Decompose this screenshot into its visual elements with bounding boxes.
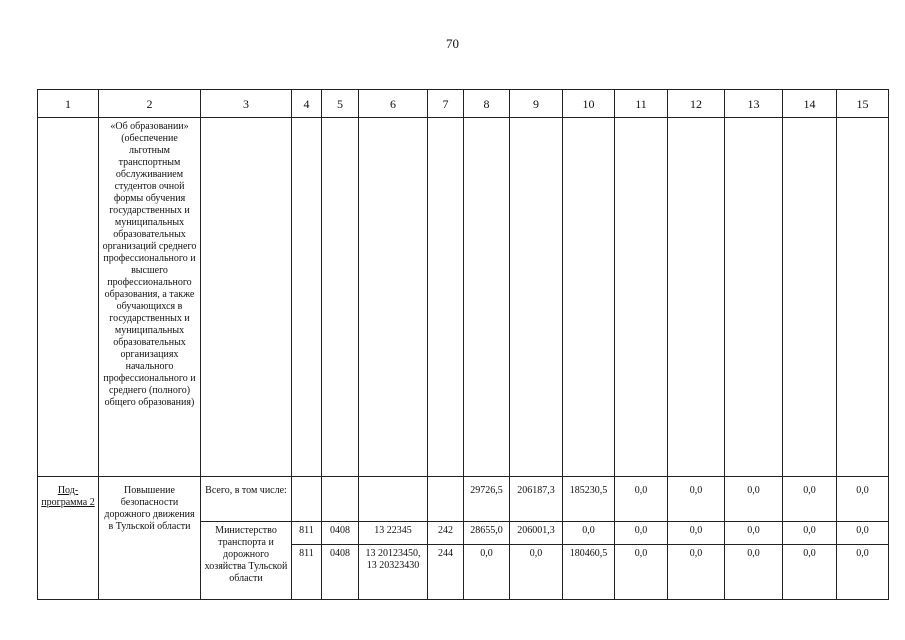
- code-cell: 244: [428, 545, 464, 600]
- empty-cell: [292, 477, 322, 522]
- value-cell: 0,0: [615, 545, 668, 600]
- total-label: Всего, в том числе:: [201, 477, 292, 522]
- header-cell: 3: [201, 90, 292, 118]
- empty-cell: [428, 477, 464, 522]
- header-cell: 13: [725, 90, 783, 118]
- total-value: 206187,3: [510, 477, 563, 522]
- value-cell: 0,0: [615, 522, 668, 545]
- header-cell: 11: [615, 90, 668, 118]
- total-value: 0,0: [783, 477, 837, 522]
- header-cell: 6: [359, 90, 428, 118]
- empty-cell: [510, 118, 563, 477]
- empty-cell: [668, 118, 725, 477]
- empty-cell: [292, 118, 322, 477]
- empty-cell: [837, 118, 889, 477]
- subprogram-label-text: Под-программа 2: [41, 485, 95, 508]
- empty-cell: [563, 118, 615, 477]
- empty-cell: [201, 118, 292, 477]
- header-cell: 15: [837, 90, 889, 118]
- code-cell: 242: [428, 522, 464, 545]
- code-cell: 13 20123450, 13 20323430: [359, 545, 428, 600]
- value-cell: 206001,3: [510, 522, 563, 545]
- value-cell: 0,0: [837, 522, 889, 545]
- code-cell: 13 22345: [359, 522, 428, 545]
- subprogram-label: [38, 477, 99, 600]
- value-cell: 0,0: [725, 522, 783, 545]
- header-cell: 9: [510, 90, 563, 118]
- empty-cell: [464, 118, 510, 477]
- empty-cell: [38, 118, 99, 477]
- value-cell: 180460,5: [563, 545, 615, 600]
- ministry-name: Министерство транспорта и дорожного хозяйства Тульской области: [201, 522, 292, 600]
- empty-cell: [322, 118, 359, 477]
- value-cell: 0,0: [563, 522, 615, 545]
- header-cell: 1: [38, 90, 99, 118]
- header-cell: 5: [322, 90, 359, 118]
- value-cell: 0,0: [725, 545, 783, 600]
- header-cell: 2: [99, 90, 201, 118]
- header-cell: 8: [464, 90, 510, 118]
- value-cell: 0,0: [783, 522, 837, 545]
- page-number: 70: [446, 36, 459, 51]
- empty-cell: [615, 118, 668, 477]
- header-row: [38, 90, 889, 118]
- total-value: 0,0: [668, 477, 725, 522]
- header-cell: 4: [292, 90, 322, 118]
- budget-table: [37, 89, 889, 600]
- total-value: 185230,5: [563, 477, 615, 522]
- code-cell: 811: [292, 522, 322, 545]
- empty-cell: [322, 477, 359, 522]
- value-cell: 0,0: [668, 545, 725, 600]
- total-value: 0,0: [837, 477, 889, 522]
- code-cell: 0408: [322, 522, 359, 545]
- empty-cell: [783, 118, 837, 477]
- value-cell: 0,0: [783, 545, 837, 600]
- header-cell: 10: [563, 90, 615, 118]
- value-cell: 0,0: [510, 545, 563, 600]
- subprogram-total-row: [38, 477, 889, 522]
- value-cell: 0,0: [464, 545, 510, 600]
- empty-cell: [428, 118, 464, 477]
- subprogram-name: Повышение безопасности дорожного движения в Тульской области: [99, 477, 201, 600]
- code-cell: 0408: [322, 545, 359, 600]
- continuation-text: «Об образовании» (обеспечение льготным транспортным обслуживанием студентов очной формы обучения государственных и муниципальных образовательных организаций среднего профессионального и высшего профессионального образования, а также обучающихся в государственных и муниципальных образовательных организациях начального профессионального и среднего (полного) общего образования): [99, 118, 201, 477]
- empty-cell: [725, 118, 783, 477]
- code-cell: 811: [292, 545, 322, 600]
- value-cell: 0,0: [837, 545, 889, 600]
- header-cell: 7: [428, 90, 464, 118]
- total-value: 0,0: [615, 477, 668, 522]
- total-value: 0,0: [725, 477, 783, 522]
- header-cell: 14: [783, 90, 837, 118]
- empty-cell: [359, 477, 428, 522]
- continuation-row: [38, 118, 889, 477]
- value-cell: 0,0: [668, 522, 725, 545]
- empty-cell: [359, 118, 428, 477]
- value-cell: 28655,0: [464, 522, 510, 545]
- header-cell: 12: [668, 90, 725, 118]
- total-value: 29726,5: [464, 477, 510, 522]
